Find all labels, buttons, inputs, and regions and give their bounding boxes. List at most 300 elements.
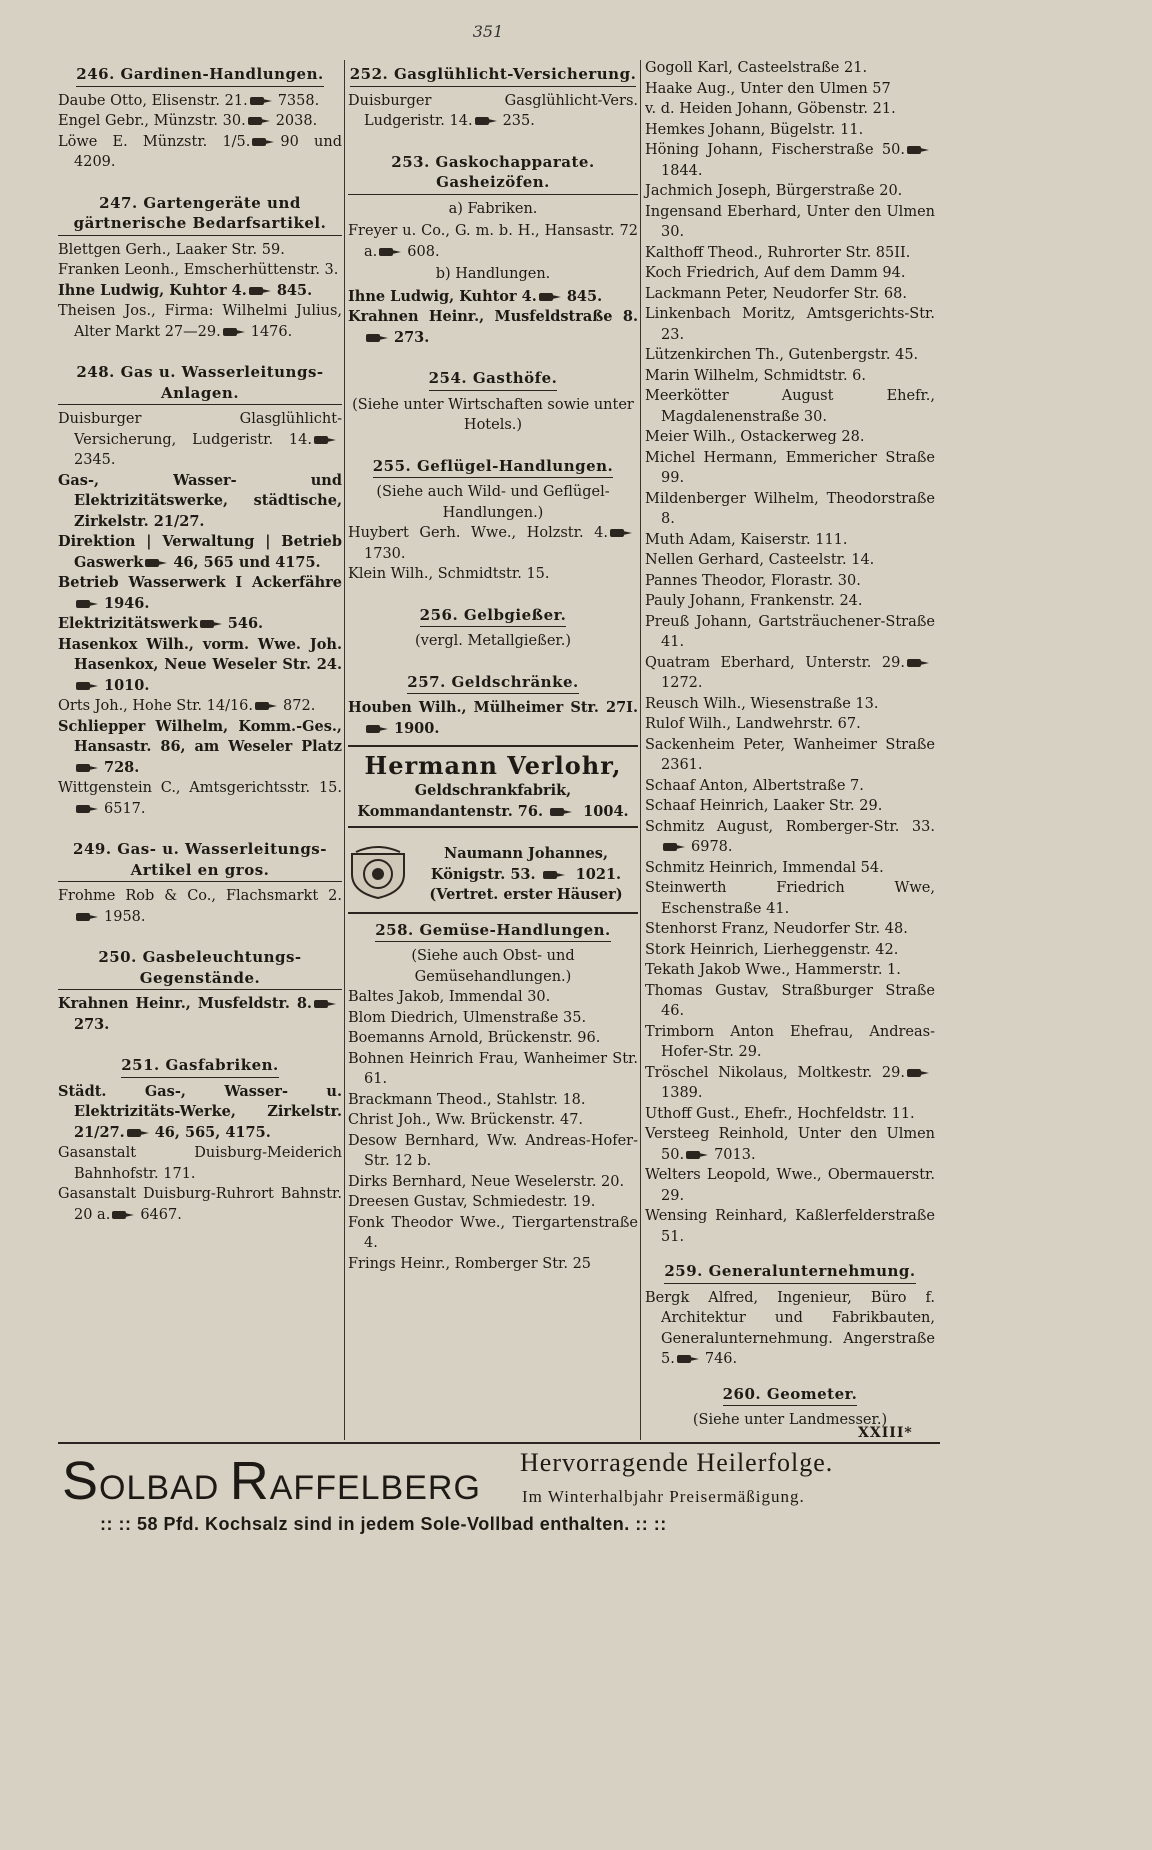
entry-text: Pannes Theodor, Florastr. 30. [645,572,861,589]
directory-entry [348,1213,638,1254]
telephone-number: 1476. [250,323,293,340]
telephone-icon [677,1354,701,1364]
directory-entry [645,981,935,1022]
entry-text: Städt. Gas-, Wasser- u. Elektrizitäts-Werke, Zirkelstr. 21/27. [58,1082,342,1141]
directory-entry [58,471,342,533]
naumann-emblem-logo [348,844,408,900]
directory-entry [58,240,342,261]
telephone-number: 845. [276,281,313,299]
entry-text: Stork Heinrich, Lierheggenstr. 42. [645,941,899,958]
section-heading [645,1261,935,1284]
directory-entry [645,960,935,981]
entry-text: Bergk Alfred, Ingenieur, Büro f. Architektur und Fabrikbauten, Generalunternehmung. Angerstraße 5. [645,1289,935,1367]
entry-text: v. d. Heiden Johann, Göbenstr. 21. [645,101,896,117]
column-1 [58,58,342,1225]
telephone-icon [610,528,634,538]
telephone-number: 546. [227,615,264,632]
subsection-heading: a) Fabriken. [448,200,538,217]
directory-entry [645,386,935,427]
page-number: 351 [472,22,504,41]
section-heading [348,64,638,87]
directory-entry [348,1049,638,1090]
telephone-icon [314,999,338,1009]
telephone-icon [550,807,574,817]
directory-entry [58,281,342,302]
directory-entry [348,221,638,262]
telephone-icon [255,701,279,711]
entry-text: Krahnen Heinr., Musfeldstraße 8. [348,308,638,325]
section-heading [58,64,342,87]
telephone-icon [76,681,100,691]
directory-entry [645,1165,935,1206]
entry-text: Nellen Gerhard, Casteelstr. 14. [645,552,875,568]
entry-text: Elektrizitätswerk [58,615,198,632]
telephone-number: 728. [104,758,140,776]
directory-entry [645,427,935,448]
column-3 [645,58,935,1431]
spacer [348,652,638,666]
directory-entry [645,735,935,776]
telephone-icon [314,435,338,445]
telephone-number: 608. [407,243,440,260]
column-2 [348,58,638,1274]
directory-entry [58,994,342,1035]
section-heading-text: 246. Gardinen-Handlungen. [76,64,323,87]
telephone-number: 6467. [140,1206,182,1223]
entry-text: Welters Leopold, Wwe., Obermauerstr. 29. [645,1167,935,1204]
entry-text: Tröschel Nikolaus, Moltkestr. 29. [645,1064,905,1081]
entry-text: Frings Heinr., Romberger Str. 25 [348,1255,592,1272]
entry-text: Engel Gebr., Münzstr. 30. [58,113,246,129]
directory-entry [645,1104,935,1125]
entry-text: Rulof Wilh., Landwehrstr. 67. [645,716,861,732]
verlohr-street: Kommandantenstr. 76. [357,802,544,820]
entry-text: Versteeg Reinhold, Unter den Ulmen 50. [645,1126,935,1163]
solbad-raffelberg-title [62,1450,481,1512]
entry-text: Blettgen Gerh., Laaker Str. 59. [58,241,285,258]
section-heading-text: 250. Gasbeleuchtungs-Gegenstände. [58,947,342,990]
directory-entry [348,523,638,564]
entry-text: Gasanstalt Duisburg-Ruhrort Bahnstr. 20 a. [58,1186,342,1223]
telephone-number: 872. [283,698,316,714]
telephone-icon [200,619,224,629]
cross-reference-note: (Siehe auch Obst- und Gemüsehandlungen.) [411,948,575,985]
entry-text: Hemkes Johann, Bügelstr. 11. [645,121,864,138]
directory-entry [348,1172,638,1193]
section-heading [58,362,342,405]
directory-entry [58,409,342,471]
telephone-icon [686,1150,710,1160]
entry-text: Lackmann Peter, Neudorfer Str. 68. [645,285,907,302]
directory-entry [645,817,935,858]
directory-entry [645,653,935,694]
directory-entry [645,1288,935,1370]
directory-entry [645,345,935,366]
entry-text: Houben Wilh., Mülheimer Str. 27I. [348,699,638,716]
telephone-icon [543,870,567,880]
naumann-phone: 1021. [575,865,622,883]
telephone-icon [907,658,931,668]
entry-text: Lützenkirchen Th., Gutenbergstr. 45. [645,347,919,363]
section-heading-text: 251. Gasfabriken. [121,1055,279,1078]
directory-entry [645,120,935,141]
section-heading-text: 258. Gemüse-Handlungen. [375,920,611,943]
directory-entry [58,635,342,697]
telephone-number: 1272. [661,675,703,691]
entry-text: Ihne Ludwig, Kuhtor 4. [58,281,247,299]
directory-entry [645,284,935,305]
entry-text: Linkenbach Moritz, Amtsgerichts-Str. 23. [645,306,935,343]
verlohr-name: Hermann Verlohr, [364,751,622,780]
telephone-number: 235. [502,113,535,129]
telephone-icon [907,145,931,155]
entry-text: Dreesen Gustav, Schmiedestr. 19. [348,1194,596,1210]
telephone-number: 1389. [661,1085,703,1101]
section-heading-text: 254. Gasthöfe. [429,368,558,391]
directory-entry [348,987,638,1008]
entry-text: Stenhorst Franz, Neudorfer Str. 48. [645,921,908,937]
directory-entry [645,1206,935,1247]
section-heading-text: 253. Gaskochapparate. Gasheizöfen. [348,152,638,195]
cross-reference-note: (Siehe auch Wild- und Geflügel-Handlungen.) [376,484,610,521]
telephone-number: 46, 565 und 4175. [173,553,321,571]
entry-text: Fonk Theodor Wwe., Tiergartenstraße 4. [348,1214,638,1251]
section-heading-text: 255. Geflügel-Handlungen. [373,456,614,479]
entry-text: Direktion | Verwaltung | Betrieb Gaswerk [58,533,342,571]
entry-text: Trimborn Anton Ehefrau, Andreas-Hofer-Str. 29. [645,1023,935,1060]
subsection-heading: b) Handlungen. [435,266,551,282]
telephone-icon [112,1210,136,1220]
directory-entry [645,243,935,264]
directory-entry [58,260,342,281]
section-heading-text: 256. Gelbgießer. [420,605,567,628]
column-2-bottom [348,920,638,1275]
telephone-icon [475,116,499,126]
naumann-address [414,865,638,886]
entry-text: Uthoff Gust., Ehefr., Hochfeldstr. 11. [645,1105,915,1122]
section-heading [645,1384,935,1407]
telephone-icon [249,286,273,296]
directory-entry [348,698,638,739]
directory-entry [645,366,935,387]
telephone-icon [76,912,100,922]
directory-entry [645,571,935,592]
entry-text: Klein Wilh., Schmidtstr. 15. [348,566,550,582]
raffelberg-word: AFFELBERG [269,1469,481,1507]
directory-entry [645,1063,935,1104]
directory-entry [58,1184,342,1225]
telephone-icon [250,96,274,106]
advertisement-rule [58,1442,940,1444]
directory-entry [645,796,935,817]
entry-text: Betrieb Wasserwerk I Ackerfähre [58,574,342,591]
directory-entry [645,530,935,551]
telephone-icon [539,292,563,302]
entry-text: Frohme Rob & Co., Flachsmarkt 2. [58,888,342,904]
entry-text: Desow Bernhard, Ww. Andreas-Hofer-Str. 12 b. [348,1132,638,1169]
telephone-icon [127,1128,151,1138]
entry-text: Bohnen Heinrich Frau, Wanheimer Str. 61. [348,1050,638,1087]
directory-entry [58,573,342,614]
ad-tagline-healing: Hervorragende Heilerfolge. [520,1448,834,1477]
entry-text: Jachmich Joseph, Bürgerstraße 20. [645,183,903,199]
directory-entry [348,564,638,585]
entry-text: Franken Leonh., Emscherhüttenstr. 3. [58,262,339,278]
entry-text: Brackmann Theod., Stahlstr. 18. [348,1091,586,1108]
telephone-number: 746. [704,1351,738,1367]
telephone-number: 1958. [104,908,146,925]
directory-entry [645,550,935,571]
naumann-street: Königstr. 53. [430,865,536,883]
entry-text: Michel Hermann, Emmericher Straße 99. [645,449,935,486]
spacer [58,342,342,356]
directory-entry [645,202,935,243]
solbad-word: OLBAD [99,1469,220,1507]
section-heading [348,920,638,943]
directory-entry [645,58,935,79]
entry-text: Schmitz August, Romberger-Str. 33. [645,818,935,835]
entry-text: Huybert Gerh. Wwe., Holzstr. 4. [348,525,608,541]
entry-text: Hasenkox Wilh., vorm. Wwe. Joh. Hasenkox, Neue Weseler Str. 24. [58,635,342,673]
spacer [645,1247,935,1255]
naumann-advertisement [348,838,638,914]
entry-text: Quatram Eberhard, Unterstr. 29. [645,654,905,671]
entry-text: Schmitz Heinrich, Immendal 54. [645,859,884,876]
verlohr-address [348,802,638,823]
telephone-number: 1900. [394,719,440,737]
entry-text: Schaaf Heinrich, Laaker Str. 29. [645,798,883,814]
directory-entry [58,614,342,635]
directory-entry [348,1028,638,1049]
telephone-number: 2345. [74,452,116,468]
directory-entry [348,1110,638,1131]
entry-text: Duisburger Gasglühlicht-Vers. Ludgeristr. 14. [348,92,638,129]
entry-text: Krahnen Heinr., Musfeldstr. 8. [58,995,312,1012]
entry-text: Dirks Bernhard, Neue Weselerstr. 20. [348,1173,625,1190]
entry-text: Mildenberger Wilhelm, Theodorstraße 8. [645,490,935,527]
entry-text: Sackenheim Peter, Wanheimer Straße 2361. [645,736,935,773]
entry-text: Gogoll Karl, Casteelstraße 21. [645,60,868,76]
verlohr-advertisement [348,745,638,828]
entry-text: Steinwerth Friedrich Wwe, Eschenstraße 41. [645,880,935,917]
directory-entry [645,99,935,120]
entry-text: Gasanstalt Duisburg-Meiderich Bahnhofstr. 171. [58,1145,342,1182]
section-heading [348,456,638,479]
directory-entry [645,181,935,202]
telephone-number: 1730. [364,545,406,562]
directory-entry [645,448,935,489]
directory-entry [645,263,935,284]
entry-text: Wensing Reinhard, Kaßlerfelderstraße 51. [645,1208,935,1245]
directory-entry [58,1143,342,1184]
telephone-icon [366,724,390,734]
directory-entry [348,1008,638,1029]
telephone-number: 6978. [691,839,733,855]
section-heading [348,672,638,695]
entry-text: Reusch Wilh., Wiesenstraße 13. [645,695,879,712]
telephone-icon [145,558,169,568]
directory-entry [58,717,342,779]
directory-entry [645,858,935,879]
telephone-icon [366,333,390,343]
directory-entry [348,287,638,308]
naumann-text [414,844,638,906]
telephone-number: 46, 565, 4175. [154,1123,271,1141]
directory-entry [58,91,342,112]
spacer [348,436,638,450]
directory-entry [348,1131,638,1172]
entry-text: Wittgenstein C., Amtsgerichtsstr. 15. [58,780,342,796]
entry-text: Orts Joh., Hohe Str. 14/16. [58,698,254,714]
telephone-icon [223,327,247,337]
entry-text: Meier Wilh., Ostackerweg 28. [645,429,865,445]
telephone-number: 90 und 4209. [74,133,342,170]
entry-text: Freyer u. Co., G. m. b. H., Hansastr. 72 a. [348,223,638,260]
spacer [645,1370,935,1378]
solbad-initial: S [62,1451,100,1511]
directory-entry [645,940,935,961]
directory-entry [645,79,935,100]
entry-text: Boemanns Arnold, Brückenstr. 96. [348,1030,601,1046]
directory-entry [348,307,638,348]
section-heading [348,605,638,628]
section-heading-text: 257. Geldschränke. [407,672,578,695]
telephone-icon [76,804,100,814]
cross-reference-note: (Siehe unter Wirtschaften sowie unter Hotels.) [352,396,634,433]
directory-entry [58,132,342,173]
telephone-number: 6517. [104,800,146,817]
telephone-icon [76,599,100,609]
directory-entry [645,714,935,735]
telephone-number: 273. [74,1015,110,1033]
section-heading [58,839,342,882]
ad-tagline-winter: Im Winterhalbjahr Preisermäßigung. [522,1487,805,1506]
naumann-note: (Vertret. erster Häuser) [429,886,623,903]
entry-text: Muth Adam, Kaiserstr. 111. [645,531,848,548]
section-heading-text: 252. Gasglühlicht-Versicherung. [350,64,637,87]
section-heading-text: 259. Generalunternehmung. [664,1261,915,1284]
section-heading [58,193,342,236]
entry-text: Theisen Jos., Firma: Wilhelmi Julius, Alter Markt 27—29. [58,303,342,340]
section-heading [58,1055,342,1078]
signature-mark: XXIII* [858,1425,913,1441]
section-heading [348,152,638,195]
entry-text: Thomas Gustav, Straßburger Straße 46. [645,982,935,1019]
entry-text: Koch Friedrich, Auf dem Damm 94. [645,265,906,281]
cross-reference-note: (Siehe unter Landmesser.) [692,1412,888,1428]
naumann-name: Naumann Johannes, [443,845,609,862]
spacer [58,819,342,833]
telephone-icon [252,137,276,147]
section-heading-text: 260. Geometer. [723,1384,858,1407]
directory-entry [645,140,935,181]
directory-entry [645,776,935,797]
directory-entry [348,1192,638,1213]
directory-entry [58,778,342,819]
telephone-number: 1010. [104,676,150,694]
ad-tagline-salt: :: :: 58 Pfd. Kochsalz sind in jedem Sole-Vollbad enthalten. :: :: [100,1514,667,1534]
telephone-number: 845. [566,287,603,305]
telephone-icon [663,842,687,852]
spacer [58,173,342,187]
directory-entry [645,489,935,530]
telephone-icon [248,116,272,126]
entry-text: Baltes Jakob, Immendal 30. [348,989,551,1005]
telephone-number: 273. [394,328,430,346]
entry-text: Schaaf Anton, Albertstraße 7. [645,777,864,794]
column-2-top [348,64,638,739]
entry-text: Tekath Jakob Wwe., Hammerstr. 1. [645,962,901,978]
entry-text: Haake Aug., Unter den Ulmen 57 [645,80,891,97]
directory-entry [58,886,342,927]
telephone-number: 7013. [714,1146,756,1163]
telephone-icon [76,763,100,773]
section-heading [348,368,638,391]
spacer [348,348,638,362]
telephone-number: 1844. [661,162,703,179]
directory-entry [645,919,935,940]
directory-entry [58,301,342,342]
raffelberg-initial: R [229,1451,270,1511]
directory-entry [58,696,342,717]
spacer [348,132,638,146]
entry-text: Höning Johann, Fischerstraße 50. [645,142,905,158]
entry-text: Preuß Johann, Gartsträuchener-Straße 41. [645,613,935,650]
entry-text: Christ Joh., Ww. Brückenstr. 47. [348,1112,584,1128]
telephone-icon [379,247,403,257]
directory-entry [645,612,935,653]
cross-reference-note: (vergl. Metallgießer.) [414,633,572,649]
spacer [348,585,638,599]
telephone-number: 2038. [275,113,318,129]
entry-text: Gas-, Wasser- und Elektrizitätswerke, städtische, Zirkelstr. 21/27. [58,471,342,530]
directory-entry [645,1022,935,1063]
directory-entry [645,304,935,345]
verlohr-business: Geldschrankfabrik, [414,782,572,799]
section-heading-text: 249. Gas- u. Wasserleitungs-Artikel en gros. [58,839,342,882]
column-divider-2 [640,60,641,1440]
directory-entry [58,532,342,573]
entry-text: Marin Wilhelm, Schmidtstr. 6. [645,367,867,384]
entry-text: Löwe E. Münzstr. 1/5. [58,133,251,150]
entry-text: Meerkötter August Ehefr., Magdalenenstraße 30. [645,388,935,425]
spacer [58,927,342,941]
entry-text: Blom Diedrich, Ulmenstraße 35. [348,1009,587,1026]
entry-text: Kalthoff Theod., Ruhrorter Str. 85II. [645,244,911,261]
verlohr-phone: 1004. [583,802,629,820]
entry-text: Duisburger Glasglühlicht-Versicherung, Ludgeristr. 14. [58,411,342,448]
directory-entry [58,1082,342,1144]
directory-entry [58,111,342,132]
spacer [58,1035,342,1049]
directory-entry [645,1124,935,1165]
entry-text: Ingensand Eberhard, Unter den Ulmen 30. [645,203,935,240]
telephone-icon [907,1068,931,1078]
directory-entry [348,1254,638,1275]
directory-entry [348,91,638,132]
entry-text: Schliepper Wilhelm, Komm.-Ges., Hansastr. 86, am Weseler Platz [58,717,342,755]
entry-text: Daube Otto, Elisenstr. 21. [58,92,248,109]
section-heading-text: 247. Gartengeräte und gärtnerische Bedarfsartikel. [58,193,342,236]
directory-entry [645,591,935,612]
telephone-number: 1946. [104,594,150,612]
directory-entry [348,1090,638,1111]
telephone-number: 7358. [277,92,320,109]
entry-text: Pauly Johann, Frankenstr. 24. [645,593,863,609]
directory-entry [645,878,935,919]
directory-entry [645,694,935,715]
section-heading [58,947,342,990]
